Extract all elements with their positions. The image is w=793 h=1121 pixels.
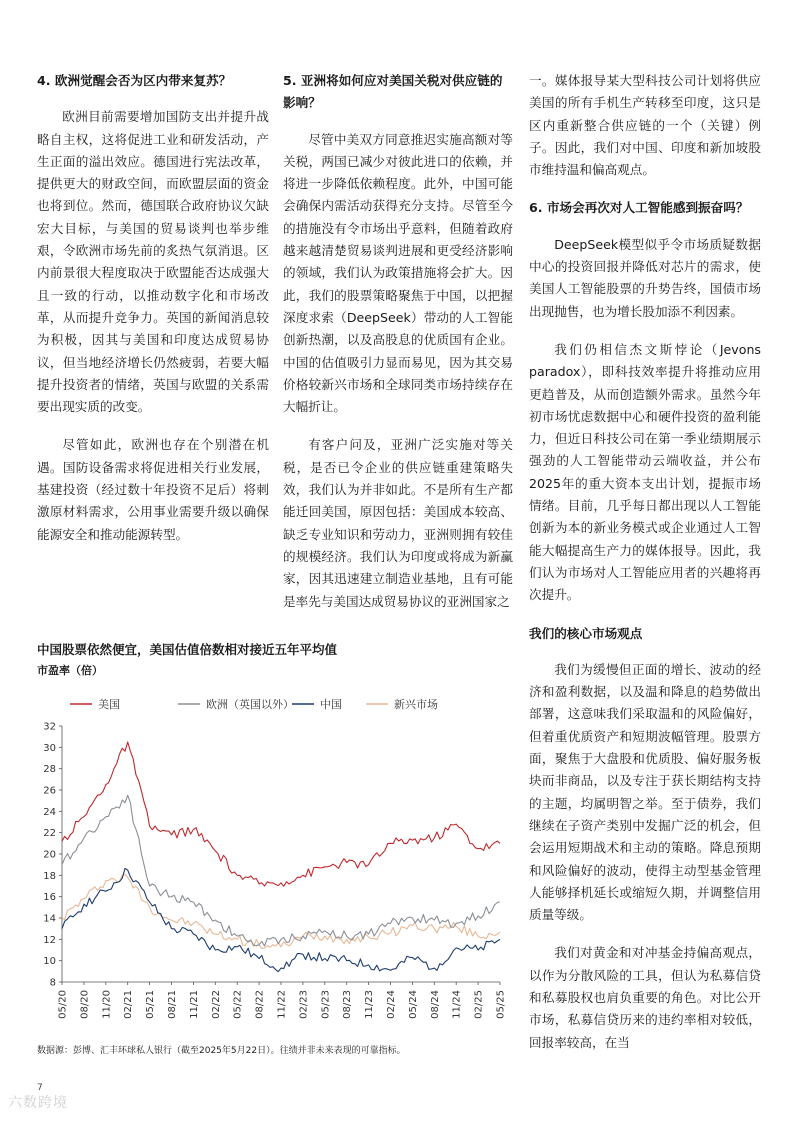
legend-label: 欧洲（英国以外）	[206, 698, 294, 711]
chart-series	[62, 742, 500, 972]
x-tick-label: 05/20	[57, 990, 69, 1019]
watermark-logo: 六数跨境	[8, 1095, 68, 1111]
x-tick-label: 02/24	[386, 990, 397, 1019]
y-tick-label: 28	[43, 764, 56, 776]
paragraph-continued: 一。媒体报导某大型科技公司计划将供应美国的所有手机生产转移至印度，这只是区内重新整合供应链的一个（关键）例子。因此，我们对中国、印度和新加坡股市维持温和偏高观点。	[529, 73, 761, 178]
x-tick-label: 11/22	[276, 990, 288, 1019]
series-line	[62, 742, 500, 886]
paragraph: 我们为缓慢但正面的增长、波动的经济和盈利数据，以及温和降息的趋势做出部署，这意味我们采取温和的风险偏好，但着重优质资产和短期波幅管理。股票方面，聚焦于大盘股和优质股、偏好服务板块而非商品，以及专注于获长期结构支持的主题，均属明智之举。至于债券，我们继续在子资产类别中发掘广泛的机会，但会运用短期战术和主动的策略。降息预期和风险偏好的波动，使得主动型基金管理人能够择机延长或缩短久期，并调整信用质量等级。	[529, 661, 761, 923]
x-tick-label: 11/24	[451, 990, 463, 1019]
y-tick-label: 24	[43, 806, 56, 818]
x-tick-label: 05/23	[320, 990, 332, 1019]
x-tick-label: 02/21	[123, 990, 135, 1019]
x-tick-label: 08/23	[342, 990, 354, 1019]
x-tick-label: 11/20	[101, 990, 113, 1019]
y-tick-label: 20	[43, 849, 56, 861]
paragraph: 欧洲目前需要增加国防支出并提升战略自主权，这将促进工业和研发活动，产生正面的溢出效应。德国进行宪法改革，提供更大的财政空间，而欧盟层面的资金也将到位。然而，德国联合政府协议欠缺宏大目标，与美国的贸易谈判也举步维艰，令欧洲市场先前的炙热气氛消退。区内前景很大程度取决于欧盟能否达成强大且一致的行动，以推动数字化和市场改革，从而提升竞争力。英国的新闻消息较为积极，因其与美国和印度达成贸易协议，但当地经济增长仍然疲弱，若要大幅提升投资者的情绪，英国与欧盟的关系需要出现实质的改变。	[37, 109, 269, 415]
y-tick-label: 10	[43, 956, 56, 968]
y-tick-label: 32	[43, 721, 56, 733]
y-tick-label: 16	[43, 892, 56, 904]
x-tick-label: 02/25	[473, 990, 485, 1019]
chart-legend	[70, 697, 438, 711]
paragraph: 我们对黄金和对冲基金持偏高观点，以作为分散风险的工具，但认为私募信贷和私募股权也肩负重要的角色。对比公开市场，私募信贷历来的违约率相对较低，回报率较高，在当	[529, 945, 761, 1050]
column-left	[37, 70, 269, 562]
x-tick-label: 08/20	[79, 990, 91, 1019]
section-heading-5: 5. 亚洲将如何应对美国关税对供应链的影响？	[283, 73, 503, 111]
y-tick-label: 12	[43, 934, 56, 946]
x-tick-label: 08/21	[167, 990, 178, 1019]
chart-axes	[43, 722, 506, 1019]
y-tick-label: 14	[43, 913, 56, 925]
x-tick-label: 08/22	[254, 990, 266, 1019]
x-tick-label: 02/22	[210, 990, 222, 1019]
paragraph: 我们仍相信杰文斯悖论（Jevons paradox），即科技效率提升将推动应用更趋普及，从而创造额外需求。虽然今年初市场忧虑数据中心和硬件投资的盈利能力，但近日科技公司在第一季业绩期展示强劲的人工智能带动云端收益，并公布2025年的重大资本支出计划，提振市场情绪。目前，几乎每日都出现以人工智能创新为本的新业务模式或企业通过人工智能大幅提高生产力的媒体报导。因此，我们认为市场对人工智能应用者的兴趣将再次提升。	[529, 341, 761, 603]
legend-label: 美国	[98, 698, 120, 711]
y-tick-label: 26	[43, 785, 56, 797]
section-heading-4: 4. 欧洲觉醒会否为区内带来复苏？	[37, 73, 232, 88]
paragraph: 有客户问及，亚洲广泛实施对等关税，是否已令企业的供应链重建策略失效，我们认为并非如此。不是所有生产都能迁回美国，原因包括：美国成本较高、缺乏专业知识和劳动力，亚洲则拥有较佳的规模经济。我们认为印度或将成为新赢家，因其迅速建立制造业基地，且有可能是率先与美国达成贸易协议的亚洲国家之	[283, 437, 513, 609]
legend-label: 新兴市场	[394, 698, 438, 711]
x-tick-label: 05/24	[407, 990, 419, 1019]
section-heading-core-views: 我们的核心市场观点	[529, 625, 643, 641]
column-right	[529, 70, 761, 1070]
series-line	[62, 874, 500, 948]
x-tick-label: 08/24	[429, 990, 441, 1019]
y-tick-label: 8	[49, 977, 56, 989]
x-tick-label: 11/23	[364, 990, 376, 1019]
x-tick-label: 05/25	[495, 990, 507, 1019]
column-middle	[283, 70, 513, 629]
page-number: 7	[37, 1083, 43, 1093]
paragraph: DeepSeek模型似乎令市场质疑数据中心的投资回报并降低对芯片的需求，使美国人工智能股票的升势告终，国债市场出现抛售，也为增长股加添不利因素。	[529, 236, 761, 319]
section-heading-6: 6. 市场会再次对人工智能感到振奋吗？	[529, 200, 749, 216]
chart-title: 中国股票依然便宜，美国估值倍数相对接近五年平均值	[37, 642, 338, 657]
chart-unit-label: 市盈率（倍）	[37, 664, 103, 677]
x-tick-label: 11/21	[188, 990, 200, 1019]
y-tick-label: 30	[43, 742, 56, 754]
chart-source-note: 数据源：彭博、汇丰环球私人银行（截至2025年5月22日）。往绩并非未来表现的可靠指标。	[37, 1046, 406, 1056]
y-tick-label: 22	[43, 828, 56, 840]
pe-ratio-line-chart	[30, 690, 508, 1038]
x-tick-label: 05/22	[232, 990, 244, 1019]
paragraph: 尽管中美双方同意推迟实施高额对等关税，两国已减少对彼此进口的依赖，并将进一步降低依赖程度。此外，中国可能会确保内需活动获得充分支持。尽管至今的措施没有令市场出乎意料，但随着政府越来越清楚贸易谈判进展和更受经济影响的领域，我们认为政策措施将会扩大。因此，我们的股票策略聚焦于中国，以把握深度求索（DeepSeek）带动的人工智能创新热潮，以及高股息的优质国有企业。中国的估值吸引力显而易见，因为其交易价格较新兴市场和全球同类市场持续存在大幅折让。	[283, 131, 513, 415]
x-tick-label: 05/21	[145, 990, 157, 1019]
y-tick-label: 18	[43, 870, 56, 882]
x-tick-label: 02/23	[298, 990, 310, 1019]
legend-label: 中国	[320, 698, 342, 711]
paragraph: 尽管如此，欧洲也存在个别潜在机遇。国防设备需求将促进相关行业发展，基建投资（经过数十年投资不足后）将刺激原材料需求，公用事业需要升级以确保能源安全和推动能源转型。	[37, 437, 269, 542]
